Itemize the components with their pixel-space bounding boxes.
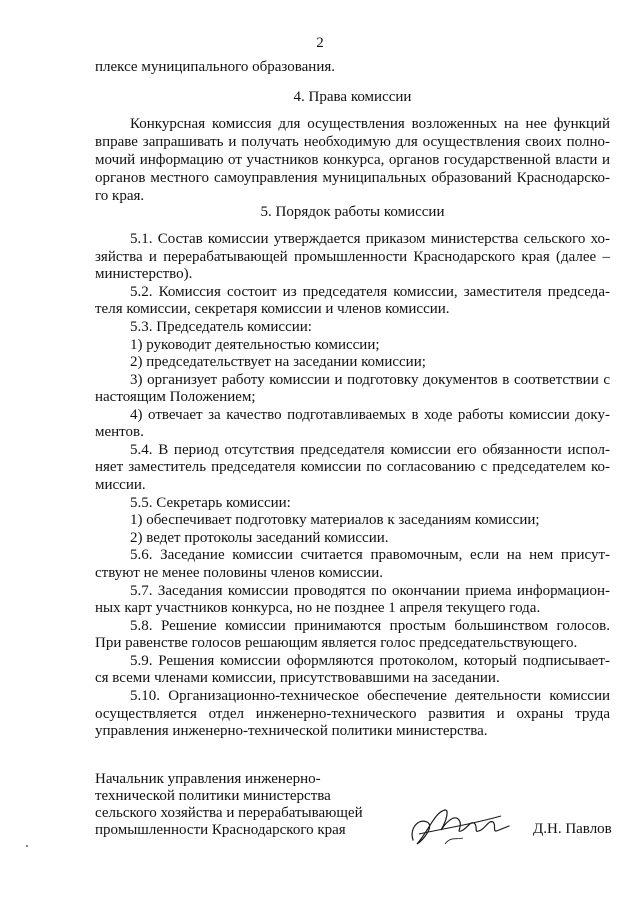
section-4-heading: 4. Права комиссии [293, 89, 412, 105]
section-5-line: 5.2. Комиссия состоит из председателя комиссии, заместителя председа- [130, 284, 610, 300]
section-5-line: 2) ведет протоколы заседаний комиссии. [130, 530, 389, 546]
section-5-line: 5.1. Состав комиссии утверждается приказом министерства сельского хо- [130, 231, 610, 247]
section-5-line: 3) организует работу комиссии и подготовку документов в соответствии с [130, 372, 610, 388]
section-4-line: органов местного самоуправления муниципальных образований Краснодарско- [95, 170, 610, 186]
section-5-line: 1) руководит деятельностью комиссии; [130, 337, 380, 353]
section-5-line: осуществляется отдел инженерно-технического развития и охраны труда [95, 706, 610, 722]
section-5-heading: 5. Порядок работы комиссии [260, 204, 445, 220]
section-4-line: го края. [95, 188, 145, 204]
section-4-line: мочий информацию от участников конкурса, органов государственной власти и [95, 152, 610, 168]
page-number: 2 [316, 35, 324, 51]
signatory-title-line: сельского хозяйства и перерабатывающей [95, 805, 363, 821]
signatory-title-line: Начальник управления инженерно- [95, 771, 321, 787]
section-5-line: 5.5. Секретарь комиссии: [130, 495, 291, 511]
section-5-line: настоящим Положением; [95, 389, 256, 405]
section-5-line: управления инженерно-технической политики министерства. [95, 723, 488, 739]
section-5-line: няет заместитель председателя комиссии по согласованию с председателем ко- [95, 459, 610, 475]
section-5-line: 5.10. Организационно-техническое обеспечение деятельности комиссии [130, 688, 610, 704]
section-5-line: 5.3. Председатель комиссии: [130, 319, 312, 335]
section-5-line: 5.6. Заседание комиссии считается правомочным, если на нем присут- [130, 547, 610, 563]
section-5-line: ных карт участников конкурса, но не позднее 1 апреля текущего года. [95, 600, 541, 616]
signatory-title-line: промышленности Краснодарского края [95, 822, 346, 838]
section-5-line: ствуют не менее половины членов комиссии. [95, 565, 383, 581]
section-5-line: миссии. [95, 477, 146, 493]
section-5-line: 5.7. Заседания комиссии проводятся по окончании приема информацион- [130, 583, 610, 599]
section-5-line: 1) обеспечивает подготовку материалов к заседаниям комиссии; [130, 512, 540, 528]
carryover-line: плексе муниципального образования. [95, 59, 336, 75]
section-5-line: ся всеми членами комиссии, присутствовавшими на заседании. [95, 670, 500, 686]
section-5-line: 5.9. Решения комиссии оформляются протоколом, который подписывает- [130, 653, 610, 669]
scan-speck [26, 845, 28, 847]
section-4-line: Конкурсная комиссия для осуществления возложенных на нее функций [130, 116, 610, 132]
section-5-line: 4) отвечает за качество подготавливаемых в ходе работы комиссии доку- [130, 407, 610, 423]
section-5-line: 5.8. Решение комиссии принимаются простым большинством голосов. [130, 618, 610, 634]
signatory-title-line: технической политики министерства [95, 788, 331, 804]
handwritten-signature [405, 800, 515, 850]
section-5-line: министерство). [95, 266, 193, 282]
section-5-line: 2) председательствует на заседании комиссии; [130, 354, 426, 370]
section-5-line: 5.4. В период отсутствия председателя комиссии его обязанности испол- [130, 442, 610, 458]
section-5-line: теля комиссии, секретаря комиссии и членов комиссии. [95, 301, 450, 317]
signatory-name: Д.Н. Павлов [533, 821, 612, 837]
section-5-line: ментов. [95, 424, 144, 440]
section-5-line: При равенстве голосов решающим является голос председательствующего. [95, 635, 578, 651]
section-4-line: вправе запрашивать и получать необходимую для осуществления своих полно- [95, 134, 610, 150]
section-5-line: зяйства и перерабатывающей промышленности Краснодарского края (далее – [95, 249, 610, 265]
